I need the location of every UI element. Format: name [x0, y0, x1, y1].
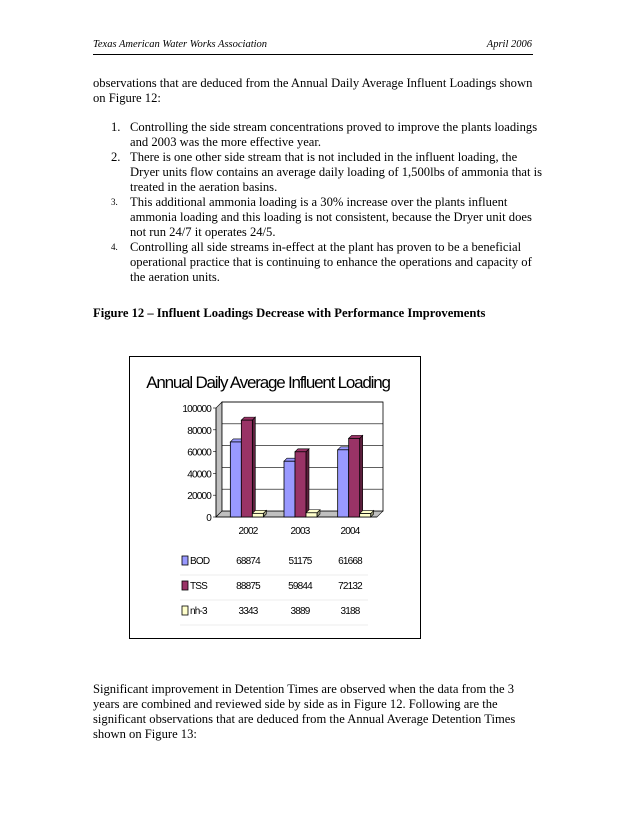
data-table-value: 59844 [288, 581, 312, 592]
bar-side [252, 417, 255, 517]
figure-caption: Figure 12 – Influent Loadings Decrease with Performance Improvements [93, 306, 486, 320]
y-tick-label: 0 [206, 513, 211, 524]
list-item [93, 120, 543, 150]
header-rule [93, 54, 533, 55]
data-table-value: 88875 [236, 581, 260, 592]
list-text: Controlling all side streams in-effect at the plant has proven to be a beneficial operational practice that is continuing to enhance the operations and capacity of the aeration units. [130, 240, 532, 284]
bar [360, 514, 371, 517]
bar [338, 450, 349, 517]
bar-side [360, 435, 363, 517]
bar-chart [130, 357, 420, 638]
chart-frame [129, 356, 421, 639]
bar [349, 438, 360, 517]
list-number: 2. [111, 150, 121, 164]
bar [252, 513, 263, 517]
x-category-label: 2003 [290, 526, 310, 537]
intro-paragraph: observations that are deduced from the Annual Daily Average Influent Loadings shown on Figure 12: [93, 76, 533, 105]
data-table-value: 68874 [236, 556, 260, 567]
data-table-value: 61668 [338, 556, 362, 567]
y-tick-label: 40000 [187, 469, 211, 481]
bar [306, 513, 317, 517]
observation-list [93, 120, 543, 285]
running-header-date: April 2006 [486, 39, 532, 50]
legend-swatch [182, 606, 188, 615]
data-table-value: 3343 [238, 606, 258, 617]
list-text: There is one other side stream that is not included in the influent loading, the Dryer units flow contains an average daily loading of 1,500lbs of ammonia that is treated in the aeration basins. [130, 150, 542, 194]
chart-title: Annual Daily Average Influent Loading [146, 373, 390, 392]
list-number: 4. [111, 242, 118, 252]
x-category-label: 2004 [340, 526, 360, 537]
legend-label: BOD [190, 556, 210, 567]
y-tick-label: 80000 [187, 425, 211, 437]
list-text: Controlling the side stream concentrations proved to improve the plants loadings and 2003 was the more effective year. [130, 120, 538, 149]
closing-paragraph: Significant improvement in Detention Times are observed when the data from the 3 years are combined and reviewed side by side as in Figure 12. Following are the significant observations that are deduced from the Annual Average Detention Times shown on Figure 13: [93, 682, 516, 741]
data-table-value: 51175 [288, 556, 312, 567]
y-tick-label: 20000 [187, 491, 211, 503]
legend-swatch [182, 581, 188, 590]
bar [230, 442, 241, 517]
bar [295, 452, 306, 517]
bar [241, 420, 252, 517]
y-tick-label: 60000 [187, 447, 211, 459]
list-item [93, 240, 543, 285]
list-number: 3. [111, 197, 118, 207]
legend-label: TSS [190, 581, 208, 592]
data-table-value: 3889 [290, 606, 310, 617]
bar-side [306, 449, 309, 517]
running-header-org: Texas American Water Works Association [93, 39, 268, 50]
y-tick-label: 100000 [182, 404, 211, 415]
legend-swatch [182, 556, 188, 565]
legend-label: nh-3 [190, 606, 207, 617]
list-number: 1. [111, 120, 121, 134]
bar [284, 461, 295, 517]
x-category-label: 2002 [238, 526, 258, 537]
list-item [93, 195, 543, 240]
list-item [93, 150, 543, 195]
list-text: This additional ammonia loading is a 30% increase over the plants influent ammonia loading and this loading is not consistent, because the Dryer unit does not run 24/7 it operates 24/5. [130, 195, 532, 239]
data-table-value: 3188 [340, 606, 360, 617]
data-table-value: 72132 [338, 581, 362, 592]
chart-side-wall [216, 402, 222, 517]
